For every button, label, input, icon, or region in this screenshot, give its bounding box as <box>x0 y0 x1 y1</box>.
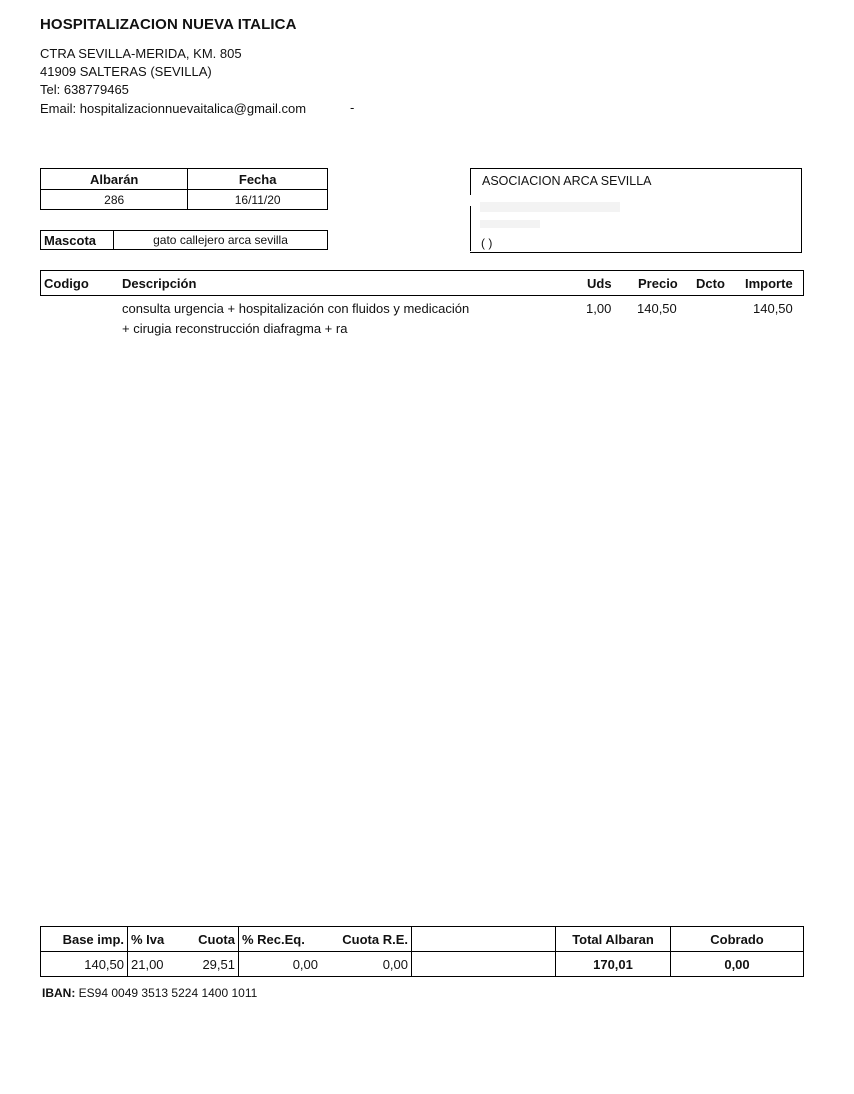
total-value: 170,01 <box>556 952 671 977</box>
re-quota-value: 0,00 <box>321 952 412 977</box>
vat-pct-label: % Iva <box>128 927 179 952</box>
company-email: Email: hospitalizacionnuevaitalica@gmail.com <box>40 101 307 116</box>
date-label: Fecha <box>188 169 328 190</box>
spacer-cell <box>412 927 556 952</box>
paid-label: Cobrado <box>671 927 804 952</box>
document-date: 16/11/20 <box>188 190 328 210</box>
re-pct-value: 0,00 <box>292 956 318 972</box>
company-phone: Tel: 638779465 <box>40 82 129 97</box>
col-code: Codigo <box>44 276 89 291</box>
iban <box>42 986 257 1000</box>
pet-name: gato callejero arca sevilla <box>114 231 328 250</box>
totals-table <box>40 926 804 977</box>
line-price: 140,50 <box>637 301 677 316</box>
pet-label: Mascota <box>41 231 114 250</box>
client-box-border <box>470 206 471 251</box>
spacer-cell <box>412 952 556 977</box>
client-name: ASOCIACION ARCA SEVILLA <box>482 174 652 188</box>
document-info-table <box>40 168 328 210</box>
company-address: CTRA SEVILLA-MERIDA, KM. 805 <box>40 46 242 61</box>
col-price: Precio <box>638 276 678 291</box>
company-name: HOSPITALIZACION NUEVA ITALICA <box>40 16 297 33</box>
line-amount: 140,50 <box>753 301 793 316</box>
total-label: Total Albaran <box>556 927 671 952</box>
col-description: Descripción <box>122 276 197 291</box>
albaran-label: Albarán <box>41 169 188 190</box>
client-paren: ( ) <box>481 236 493 250</box>
email-dash: - <box>350 100 355 115</box>
vat-pct-value: 21,00 <box>131 956 164 972</box>
albaran-number: 286 <box>41 190 188 210</box>
re-pct-label: % Rec.Eq. <box>239 927 322 952</box>
quota-label: Cuota <box>178 927 239 952</box>
col-discount: Dcto <box>696 276 725 291</box>
client-box-border <box>470 168 471 195</box>
line-description: consulta urgencia + hospitalización con fluidos y medicación <box>122 301 470 316</box>
col-amount: Importe <box>745 276 793 291</box>
base-label: Base imp. <box>41 927 128 952</box>
paid-value: 0,00 <box>724 956 750 972</box>
col-units: Uds <box>587 276 612 291</box>
pet-table <box>40 230 328 250</box>
iban-value: ES94 0049 3513 5224 1400 1011 <box>78 986 258 1000</box>
redacted-area <box>480 202 620 212</box>
re-quota-label: Cuota R.E. <box>321 927 412 952</box>
line-description-cont: + cirugia reconstrucción diafragma + ra <box>122 321 348 336</box>
iban-label: IBAN: <box>42 986 76 1000</box>
company-city: 41909 SALTERAS (SEVILLA) <box>40 64 212 79</box>
redacted-area <box>480 220 540 228</box>
base-value: 140,50 <box>41 952 128 977</box>
quota-value: 29,51 <box>178 952 239 977</box>
line-units: 1,00 <box>586 301 612 316</box>
